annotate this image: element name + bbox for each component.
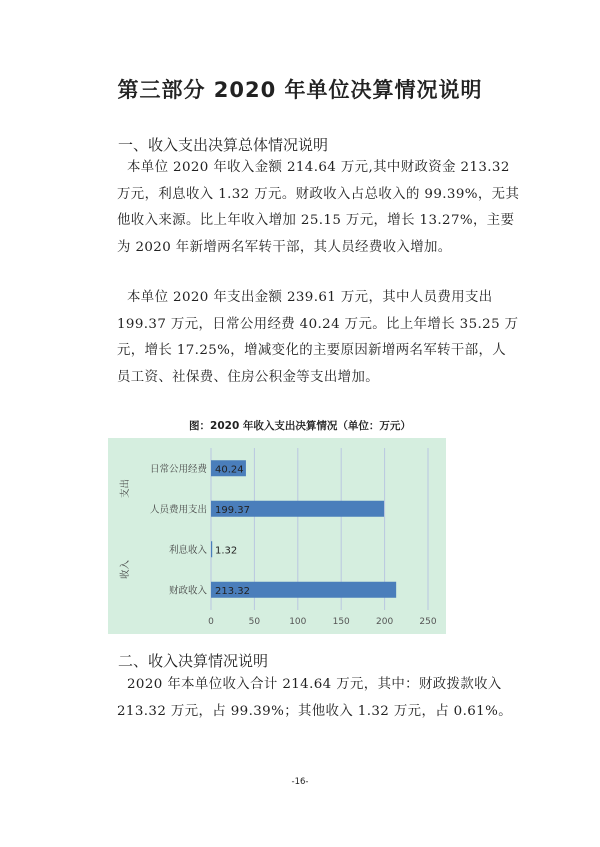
group-label: 收入	[120, 559, 131, 580]
data-label: 199.37	[215, 504, 250, 516]
text-line: 2020 年本单位收入合计 214.64 万元，其中：财政拨款收入	[127, 677, 502, 692]
bar	[211, 541, 212, 557]
chart-title: 图：2020 年收入支出决算情况（单位：万元）	[189, 420, 411, 432]
section1-paragraph-income	[117, 155, 520, 262]
x-tick-label: 250	[419, 617, 437, 627]
text-line: 员工资、社保费、住房公积金等支出增加。	[117, 370, 380, 386]
category-label: 日常公用经费	[149, 463, 207, 475]
text-line: 他收入来源。比上年收入增加 25.15 万元，增长 13.27%，主要	[117, 213, 515, 229]
category-label: 利息收入	[168, 544, 207, 556]
bar-chart	[108, 438, 446, 634]
section1-paragraph-expenditure	[117, 285, 519, 392]
section1-heading: 一、收入支出决算总体情况说明	[118, 136, 329, 154]
x-tick-label: 0	[208, 617, 214, 627]
text-line: 本单位 2020 年收入金额 214.64 万元,其中财政资金 213.32	[127, 160, 510, 175]
text-line: 万元，利息收入 1.32 万元。财政收入占总收入的 99.39%，无其	[117, 186, 520, 202]
x-tick-label: 50	[248, 617, 261, 627]
text-line: 199.37 万元，日常公用经费 40.24 万元。比上年增长 35.25 万	[117, 316, 519, 332]
data-label: 213.32	[215, 585, 250, 597]
text-line: 元，增长 17.25%，增减变化的主要原因新增两名军转干部，人	[117, 343, 507, 359]
text-line: 为 2020 年新增两名军转干部，其人员经费收入增加。	[117, 240, 452, 256]
chart-panel	[108, 438, 446, 634]
section2-paragraph	[117, 672, 513, 725]
text-line: 213.32 万元，占 99.39%；其他收入 1.32 万元，占 0.61%。	[117, 703, 513, 719]
category-label: 财政收入	[168, 585, 207, 597]
group-label: 支出	[120, 478, 131, 499]
page-title: 第三部分 2020 年单位决算情况说明	[117, 78, 483, 102]
x-tick-label: 200	[376, 617, 394, 627]
data-label: 40.24	[215, 464, 244, 476]
section2-heading: 二、收入决算情况说明	[118, 652, 269, 670]
text-line: 本单位 2020 年支出金额 239.61 万元，其中人员费用支出	[127, 290, 493, 305]
x-tick-label: 100	[289, 617, 307, 627]
category-label: 人员费用支出	[149, 504, 207, 516]
data-label: 1.32	[215, 545, 238, 557]
x-tick-label: 150	[332, 617, 350, 627]
page-number: -16-	[291, 777, 309, 787]
